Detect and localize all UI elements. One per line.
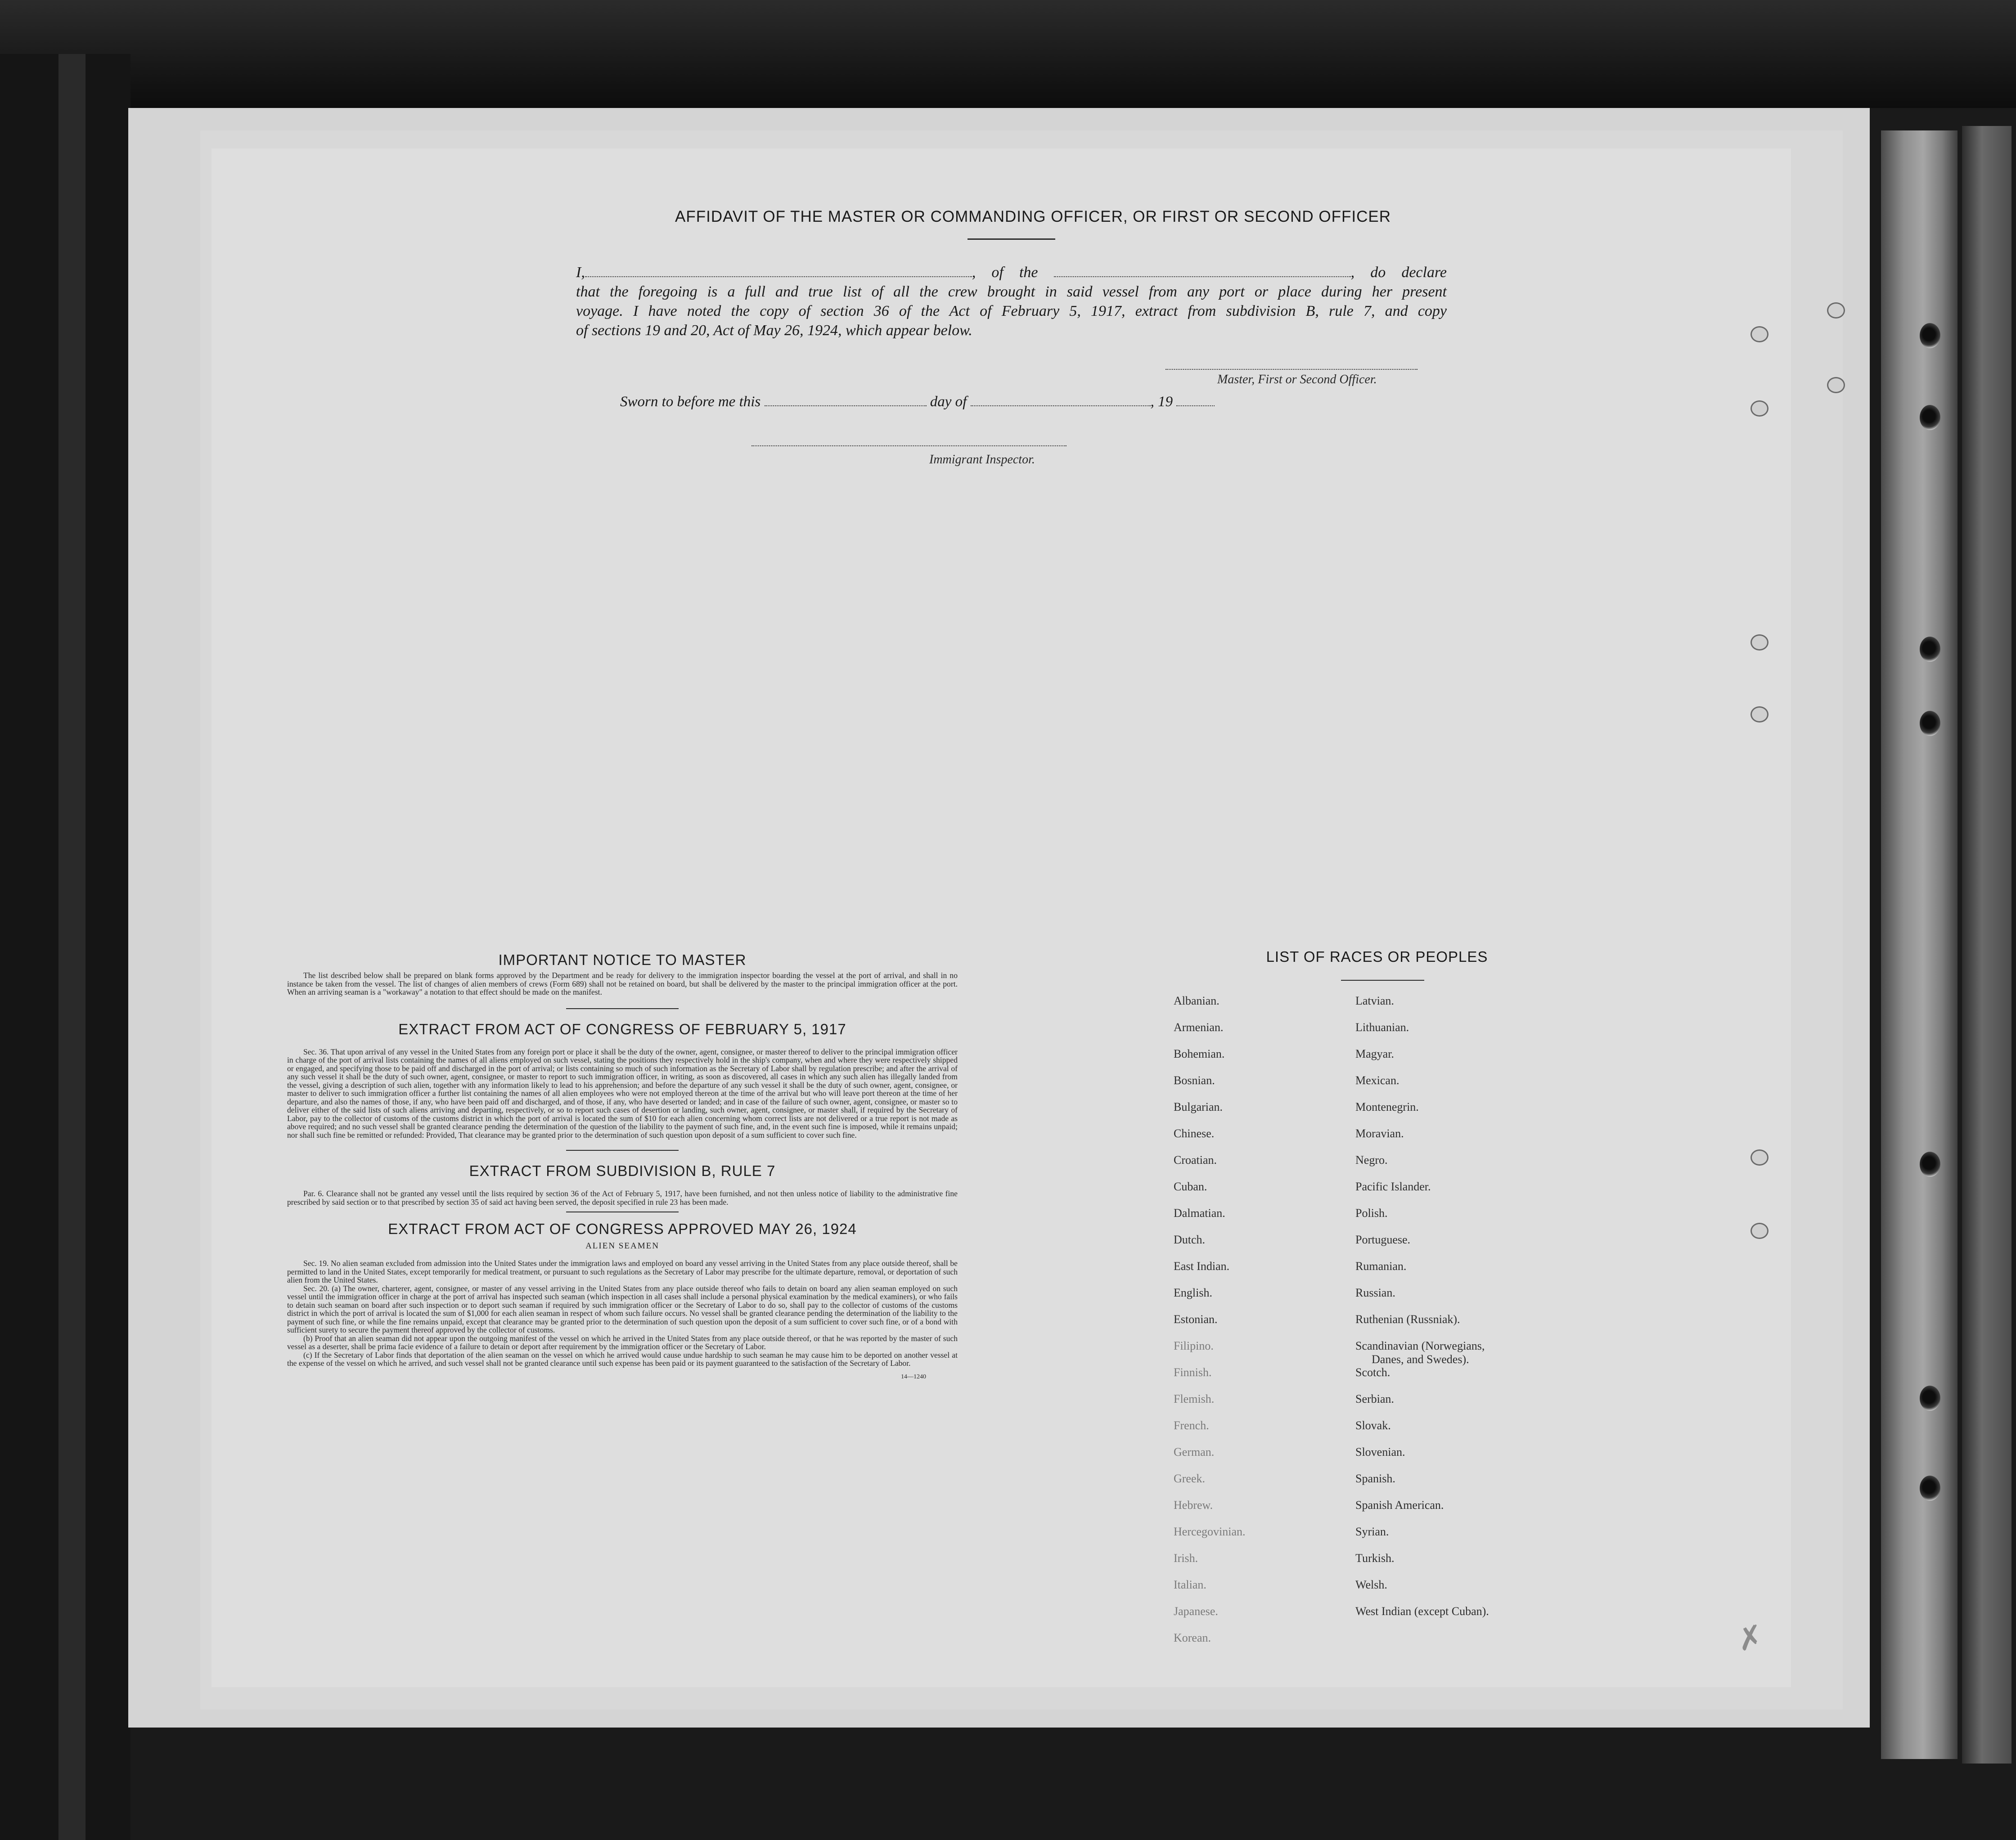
race-item: Ruthenian (Russniak).	[1355, 1313, 1460, 1326]
binder-hole-icon	[1920, 1152, 1940, 1177]
race-item: Hebrew.	[1174, 1499, 1213, 1512]
form-number: 14—1240	[901, 1373, 926, 1380]
punch-hole-icon	[1750, 1223, 1768, 1239]
race-item: Turkish.	[1355, 1552, 1395, 1565]
film-sprocket-strip	[58, 54, 86, 1840]
race-item: French.	[1174, 1419, 1209, 1432]
race-item: Lithuanian.	[1355, 1021, 1409, 1034]
race-item: Russian.	[1355, 1286, 1395, 1299]
binder-spine	[1881, 130, 1958, 1759]
race-item: Moravian.	[1355, 1127, 1404, 1140]
race-item: Chinese.	[1174, 1127, 1215, 1140]
extract-rule7-text: Par. 6. Clearance shall not be granted any vessel until the lists required by section 36 of the Act of February 5, 1917, have been furnished, and not then unless notice of liability to the administrative fine prescribed by said section or to that prescribed by section 35 of said act having been served, the deposit specified in rule 23 has been made.	[287, 1189, 958, 1207]
race-item: Croatian.	[1174, 1153, 1217, 1167]
extract-1924-sec20a: Sec. 20. (a) The owner, charterer, agent, consignee, or master of any vessel arriving in the United States from any place outside thereof who fails to detain on board any alien seaman employed on such vessel until the immigration officer in charge at the port of arrival has inspected such seaman (which inspection in all cases shall include a personal physical examination by the medical examiners), or who fails to detain such seaman on board after such inspection or to deport such seaman if required by such immigration officer or the Secretary of Labor to do so, shall pay to the collector of customs of the customs district in which the port of arrival is located the sum of $1,000 for each alien seaman in respect of whom such failure occurs. No vessel shall be granted clearance pending the determination of the liability to the payment of such fine, or while the fine remains unpaid, except that clearance may be granted prior to the determination of such question upon the deposit of a sum sufficient to cover such fine, or of a bond with sufficient surety to secure the payment thereof approved by the collector of customs.	[287, 1284, 958, 1334]
affidavit-line-1: I, , of the , do declare	[576, 264, 1447, 281]
race-item: Armenian.	[1174, 1021, 1224, 1034]
binder-hole-icon	[1920, 405, 1940, 430]
race-item: Latvian.	[1355, 994, 1394, 1007]
affidavit-body	[576, 263, 1447, 340]
master-signature-line[interactable]	[1166, 369, 1418, 370]
race-item: Hercegovinian.	[1174, 1525, 1246, 1538]
handwritten-mark: ✗	[1733, 1617, 1767, 1659]
master-signature-label: Master, First or Second Officer.	[1217, 372, 1377, 386]
race-item: Filipino.	[1174, 1339, 1214, 1352]
race-item: Syrian.	[1355, 1525, 1389, 1538]
race-item: German.	[1174, 1445, 1215, 1459]
race-item: Montenegrin.	[1355, 1100, 1419, 1113]
race-item: Serbian.	[1355, 1392, 1394, 1405]
punch-hole-icon	[1750, 1149, 1768, 1166]
extract-1924-sec19: Sec. 19. No alien seaman excluded from admission into the United States under the immigration laws and employed on board any vessel arriving in the United States from any place outside thereof, shall be permitted to land in the United States, except temporarily for medical treatment, or pursuant to such regulations as the Secretary of Labor may prescribe for the ultimate departure, removal, or deportation of such alien from the United States.	[287, 1259, 958, 1284]
section-divider	[566, 1008, 679, 1009]
affidavit-line-3: voyage. I have noted the copy of section 36 of the Act of February 5, 1917, extract from subdivision B, rule 7, and copy	[576, 303, 1447, 319]
race-item: Negro.	[1355, 1153, 1388, 1167]
punch-hole-icon	[1827, 302, 1845, 319]
extract-1924-sec20c: (c) If the Secretary of Labor finds that deportation of the alien seaman on the vessel on which he arrived would cause undue hardship to such seaman he may cause him to be deported on another vessel at the expense of the vessel on which he arrived, and such vessel shall not be granted clearance until such expense has been paid or its payment guaranteed to the satisfaction of the Secretary of Labor.	[287, 1350, 958, 1368]
inspector-signature-label: Immigrant Inspector.	[929, 453, 1035, 467]
day-field[interactable]	[765, 395, 927, 406]
race-item: Pacific Islander.	[1355, 1180, 1431, 1193]
sworn-line: Sworn to before me this day of , 19	[620, 394, 1215, 410]
punch-hole-icon	[1750, 326, 1768, 342]
race-item: Albanian.	[1174, 994, 1220, 1007]
affidavit-title: AFFIDAVIT OF THE MASTER OR COMMANDING OFFICER, OR FIRST OR SECOND OFFICER	[675, 208, 1391, 225]
punch-hole-icon	[1750, 400, 1768, 417]
punch-hole-icon	[1750, 706, 1768, 723]
extract-1924-title: EXTRACT FROM ACT OF CONGRESS APPROVED MAY 26, 1924	[388, 1221, 857, 1237]
binder-hole-icon	[1920, 1476, 1940, 1501]
races-title-divider	[1341, 980, 1424, 981]
race-item: Magyar.	[1355, 1047, 1394, 1060]
race-item: Mexican.	[1355, 1074, 1400, 1087]
race-item: Bulgarian.	[1174, 1100, 1223, 1113]
binder-edge	[1962, 126, 2012, 1764]
extract-1924-sec20b: (b) Proof that an alien seaman did not appear upon the outgoing manifest of the vessel on which he arrived in the United States from any place outside thereof, or that he was reported by the master of such vessel as a deserter, shall be prima facie evidence of a failure to detain or deport after requirement by the immigration officer or the Secretary of Labor.	[287, 1333, 958, 1351]
race-item: Portuguese.	[1355, 1233, 1411, 1246]
race-item: Rumanian.	[1355, 1260, 1407, 1273]
affidavit-line-4: of sections 19 and 20, Act of May 26, 1924, which appear below.	[576, 322, 972, 339]
races-title: LIST OF RACES OR PEOPLES	[1266, 948, 1488, 965]
race-item: Danes, and Swedes).	[1372, 1353, 1469, 1366]
race-item: Cuban.	[1174, 1180, 1207, 1193]
inspector-signature-line[interactable]	[752, 445, 1066, 446]
affidavit-line-2: that the foregoing is a full and true list of all the crew brought in said vessel from any port or place during her present	[576, 283, 1447, 300]
punch-hole-icon	[1750, 634, 1768, 651]
race-item: Flemish.	[1174, 1392, 1215, 1405]
race-item: East Indian.	[1174, 1260, 1230, 1273]
race-item: Korean.	[1174, 1631, 1211, 1644]
binder-hole-icon	[1920, 1386, 1940, 1411]
race-item: Dutch.	[1174, 1233, 1206, 1246]
race-item: Irish.	[1174, 1552, 1198, 1565]
race-item: English.	[1174, 1286, 1212, 1299]
film-border-top	[0, 0, 2016, 108]
race-item: Spanish.	[1355, 1472, 1395, 1485]
vessel-field[interactable]	[1054, 265, 1351, 277]
month-field[interactable]	[971, 395, 1151, 406]
race-item: Spanish American.	[1355, 1499, 1444, 1512]
notice-text: The list described below shall be prepared on blank forms approved by the Department and be ready for delivery to the immigration inspector boarding the vessel at the port of arrival, and shall in no instance be taken from the vessel. The list of changes of alien members of crews (Form 689) shall not be retained on board, but shall be delivered by the master to the principal immigration officer at the port. When an arriving seaman is a "workaway" a notation to that effect should be made on the manifest.	[287, 971, 958, 996]
name-field[interactable]	[585, 265, 972, 277]
year-field[interactable]	[1176, 395, 1215, 406]
race-item: Welsh.	[1355, 1578, 1387, 1591]
section-divider	[566, 1150, 679, 1151]
binder-hole-icon	[1920, 637, 1940, 662]
race-item: Dalmatian.	[1174, 1207, 1225, 1220]
race-item: Estonian.	[1174, 1313, 1218, 1326]
extract-1917-title: EXTRACT FROM ACT OF CONGRESS OF FEBRUARY 5, 1917	[398, 1020, 846, 1037]
race-item: Italian.	[1174, 1578, 1206, 1591]
binder-hole-icon	[1920, 323, 1940, 348]
race-item: Bohemian.	[1174, 1047, 1225, 1060]
punch-hole-icon	[1827, 377, 1845, 393]
race-item: Slovak.	[1355, 1419, 1391, 1432]
race-item: Scotch.	[1355, 1366, 1390, 1379]
race-item: Bosnian.	[1174, 1074, 1215, 1087]
extract-rule7-title: EXTRACT FROM SUBDIVISION B, RULE 7	[469, 1162, 776, 1179]
document-page	[212, 148, 1791, 1687]
title-divider	[968, 238, 1055, 240]
race-item: Scandinavian (Norwegians,	[1355, 1339, 1485, 1352]
race-item: Japanese.	[1174, 1605, 1218, 1618]
binder-hole-icon	[1920, 711, 1940, 736]
race-item: Polish.	[1355, 1207, 1388, 1220]
race-item: Slovenian.	[1355, 1445, 1405, 1459]
race-item: Greek.	[1174, 1472, 1206, 1485]
notice-title: IMPORTANT NOTICE TO MASTER	[498, 951, 747, 968]
extract-1917-text: Sec. 36. That upon arrival of any vessel in the United States from any foreign port or place it shall be the duty of the owner, agent, consignee, or master thereof to deliver to the principal immigration officer in charge of the port of arrival lists containing the names of all aliens employed on such vessel, stating the positions they respectively hold in the ship's company, when and where they were respectively shipped or engaged, and specifying those to be paid off and discharged in the port of arrival; or lists containing so much of such information as the Secretary of Labor shall by regulation prescribe; and after the arrival of any such vessel it shall be the duty of such owner, agent, consignee, or master to report to such immigration officer, in writing, as soon as discovered, all cases in which any such alien has illegally landed from the vessel, giving a description of such alien, together with any information likely to lead to his apprehension; and before the departure of any such vessel it shall be the duty of such owner, agent, consignee, or master to deliver to such immigration officer a further list containing the names of all alien employees who were not employed thereon at the time of the arrival but who will leave port thereon at the time of her departure, and also the names of those, if any, who have been paid off and discharged, and of those, if any, who have deserted or landed; and in case of the failure of such owner, agent, consignee, or master so to deliver either of the said lists of such aliens arriving and departing, respectively, or so to report such cases of desertion or landing, such owner, agent, consignee, or master shall, if required by the Secretary of Labor, pay to the collector of customs of the customs district in which the port of arrival is located the sum of $10 for each alien concerning whom correct lists are not delivered or a true report is not made as above required; and no such vessel shall be granted clearance pending the determination of the question of the liability to the payment of such fine, and, in the event such fine is imposed, while it remains unpaid; nor shall such fine be remitted or refunded: Provided, That clearance may be granted prior to the determination of such question upon deposit of a sum sufficient to cover such fine.	[287, 1047, 958, 1140]
alien-seamen-subtitle: ALIEN SEAMEN	[585, 1241, 659, 1251]
notice-column	[287, 951, 958, 1381]
race-item: West Indian (except Cuban).	[1355, 1605, 1489, 1618]
race-item: Finnish.	[1174, 1366, 1212, 1379]
